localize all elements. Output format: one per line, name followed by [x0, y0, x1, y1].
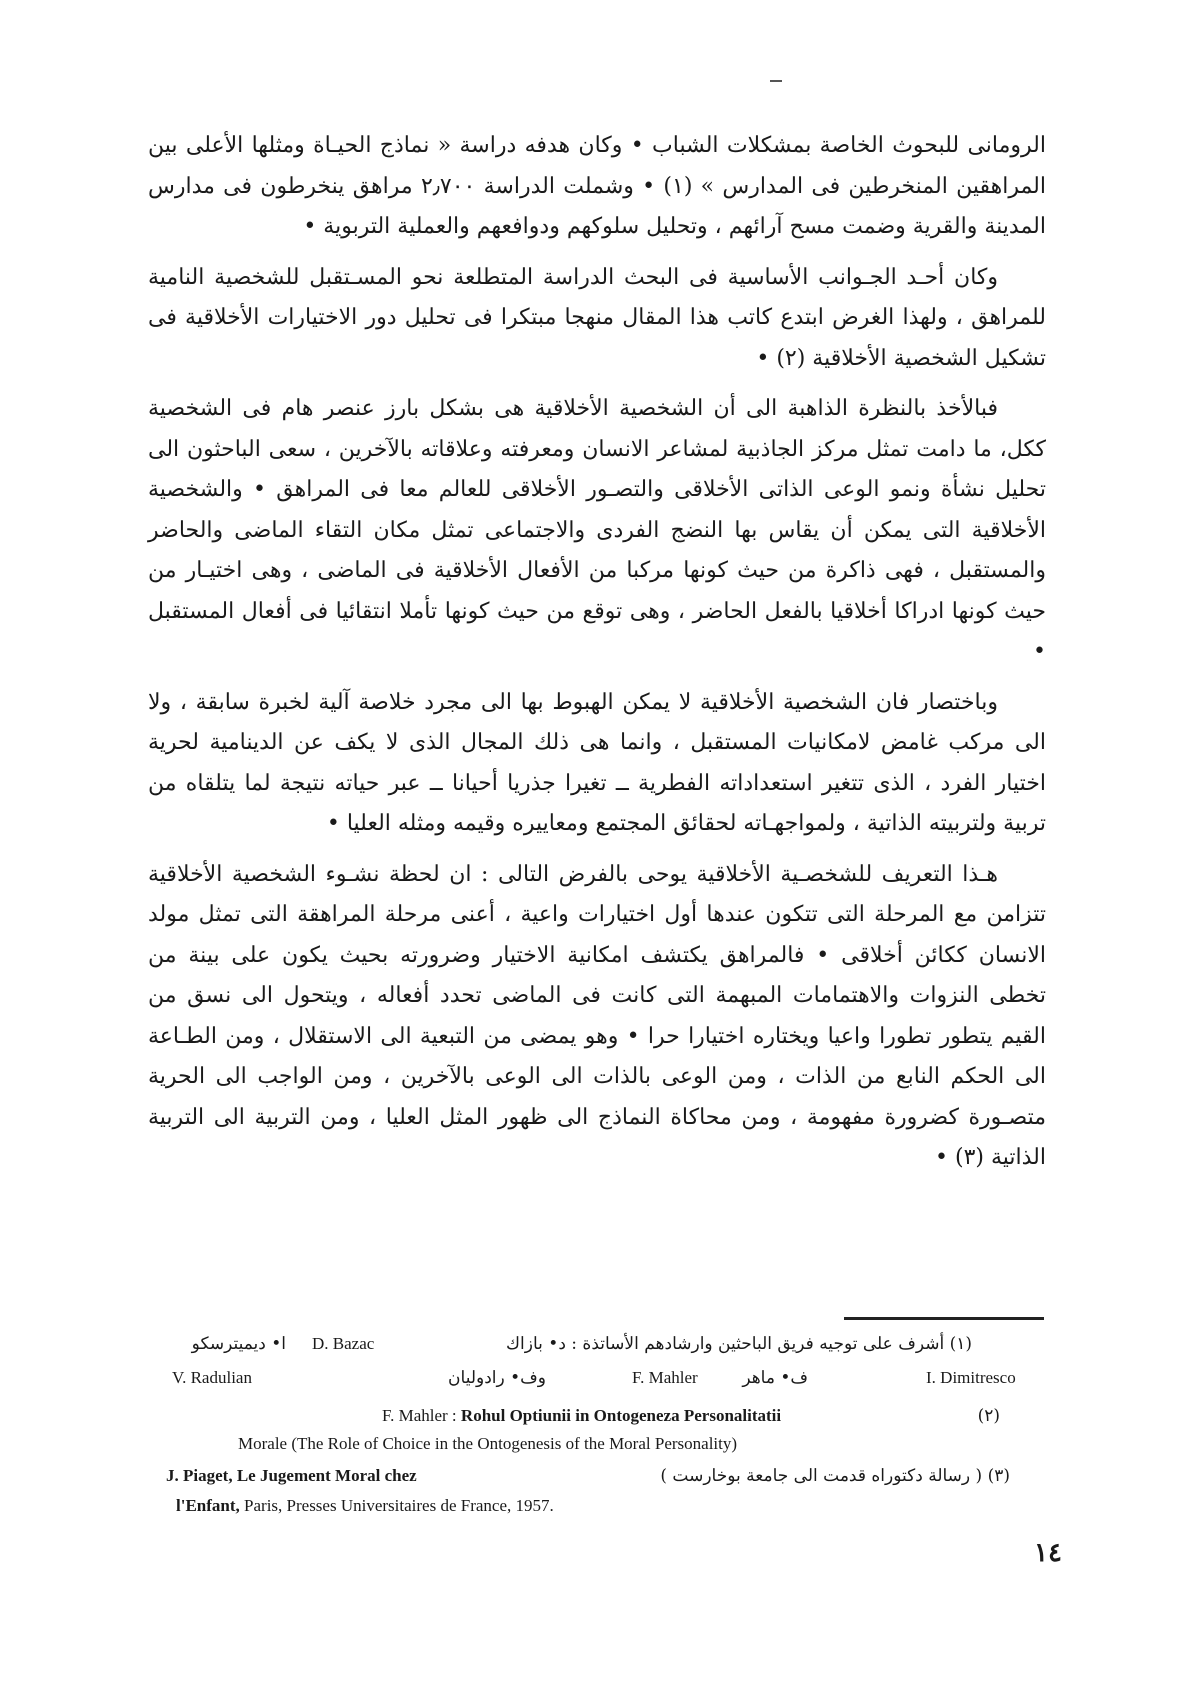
footnote-3-arabic: (٣) ( رسالة دكتوراه قدمت الى جامعة بوخارست ) [660, 1466, 1010, 1486]
footnote-2-line1 [382, 1406, 781, 1426]
footnote-1-radulian: V. Radulian [172, 1368, 252, 1387]
footnote-1-mahler: F. Mahler [632, 1368, 698, 1387]
footnote-1-dimitresco: I. Dimitresco [926, 1368, 1016, 1387]
footnote-1-dimitresco-ar: ا• ديميترسكو [191, 1334, 286, 1354]
footnote-3-title: Le Jugement Moral chez [236, 1466, 417, 1485]
footnote-1-arabic: (١) أشرف على توجيه فريق الباحثين وارشادهم الأساتذة : د• بازاك [506, 1334, 972, 1354]
paragraph-5: هـذا التعريف للشخصـية الأخلاقية يوحى بالفرض التالى : ان لحظة نشـوء الشخصية الأخلاقية تتزامن مع المرحلة التى تتكون عندها أول اختيارات واعية ، أعنى مرحلة المراهقة التى تمثل مولد الانسان ككائن أخلاقى • فالمراهق يكتشف امكانية الاختيار وضرورته بحيث يكون على بينة من تخطى النزوات والاهتمامات المبهمة التى كانت فى الماضى تحدد أفعاله ، ويتحول الى نسق من القيم يتطور تطورا واعيا ويختاره اختيارا حرا • وهو يمضى من التبعية الى الاستقلال ، ومن الطـاعة الى الحكم النابع من الذات ، ومن الوعى بالذات الى الوعى بالآخرين ، ومن الواجب الى الحرية متصـورة كضرورة مفهومة ، ومن محاكاة النماذج الى ظهور المثل العليا ، ومن التربية الى التربية الذاتية (٣) • [148, 861, 1047, 1170]
footnote-2-number: (٢) [977, 1406, 1000, 1426]
footnote-3-publisher: Paris, Presses Universitaires de France, 1957. [239, 1496, 554, 1515]
footnote-1-radulian-ar: وف• رادوليان [448, 1368, 546, 1388]
paragraph-4: وباختصار فان الشخصية الأخلاقية لا يمكن الهبوط بها الى مجرد خلاصة آلية لخبرة سابقة ، ولا الى مركب غامض لامكانيات المستقبل ، وانما هى ذلك المجال الذى لا يكف عن الدينامية لحرية اختيار الفرد ، الذى تتغير استعداداته الفطرية ــ تغيرا جذريا أحيانا ــ عبر حياته نتيجة لما يتلقاه من تربية ولتربيته الذاتية ، ولمواجهـاته لحقائق المجتمع ومعاييره وقيمه ومثله العليا • [148, 689, 1046, 836]
page-number: ١٤ [1034, 1538, 1062, 1568]
footnote-3-author: J. Piaget, [166, 1466, 237, 1485]
footnote-3-line2 [176, 1496, 554, 1516]
paragraph-1: الرومانى للبحوث الخاصة بمشكلات الشباب • وكان هدفه دراسة « نماذج الحيـاة ومثلها الأعلى بين المراهقين المنخرطين فى المدارس » (١) • وشملت الدراسة ٢٫٧٠٠ مراهق ينخرطون فى مدارس المدينة والقرية وضمت مسح آرائهم ، وتحليل سلوكهم ودوافعهم والعملية التربوية • [148, 133, 1046, 239]
footnote-1-bazac: D. Bazac [312, 1334, 375, 1353]
page-mark [770, 80, 782, 82]
paragraph-3: فبالأخذ بالنظرة الذاهبة الى أن الشخصية الأخلاقية هى بشكل بارز عنصر هام فى الشخصية ككل، ما دامت تمثل مركز الجاذبية لمشاعر الانسان ومعرفته وعلاقاته بالآخرين ، سعى الباحثون الى تحليل نشأة ونمو الوعى الذاتى الأخلاقى والتصـور الأخلاقى للعالم معا فى المراهق • والشخصية الأخلاقية التى يمكن أن يقاس بها النضج الفردى والاجتماعى تمثل مكان التقاء الماضى والحاضر والمستقبل ، فهى ذاكرة من حيث كونها مركبا من الأفعال الأخلاقية فى الماضى ، وهى اختيـار من حيث كونها ادراكا أخلاقيا بالفعل الحاضر ، وهى توقع من حيث كونها تأملا انتقائيا فى أفعال المستقبل • [148, 396, 1046, 664]
body-text [148, 126, 1046, 1189]
paragraph-2: وكان أحـد الجـوانب الأساسية فى البحث الدراسة المتطلعة نحو المسـتقبل للشخصية النامية للمراهق ، ولهذا الغرض ابتدع كاتب هذا المقال منهجا مبتكرا فى تحليل دور الاختيارات الأخلاقية فى تشكيل الشخصية الأخلاقية (٢) • [148, 264, 1046, 371]
footnote-separator [844, 1317, 1044, 1320]
footnote-2-title: Rohul Optiunii in Ontogeneza Personalitatii [460, 1406, 782, 1425]
footnote-2-line2: Morale (The Role of Choice in the Ontogenesis of the Moral Personality) [238, 1434, 738, 1453]
footnote-3-work: l'Enfant, [176, 1496, 240, 1515]
footnote-3-line1 [166, 1466, 417, 1486]
footnote-1-mahler-ar: ف• ماهر [742, 1368, 808, 1388]
footnote-2-author: F. Mahler : [382, 1406, 461, 1425]
